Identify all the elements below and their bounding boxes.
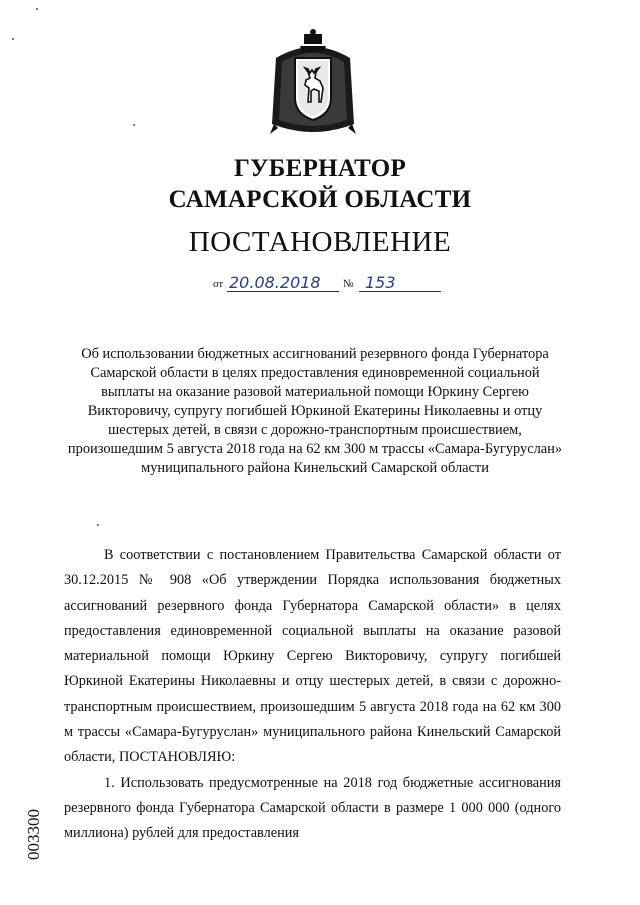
- coat-of-arms-emblem: [268, 28, 358, 138]
- date-prefix: от: [213, 278, 224, 290]
- scan-speck: [133, 124, 135, 126]
- body-paragraph-preamble: В соответствии с постановлением Правительства Самарской области от 30.12.2015 № 908 «Об утверждении Порядка использования бюджетных ассигнований резервного фонда Губернатора Самарской области» в целях предоставления единовременной социальной выплаты на оказание разовой материальной помощи Юркину Сергею Викторовичу, супругу погибшей Юркиной Екатерины Николаевны и отцу шестерых детей, в связи с дорожно-транспортным происшествием, произошедшим 5 августа 2018 года на 62 км 300 м трассы «Самара-Бугуруслан» муниципального района Кинельский Самарской области, ПОСТАНОВЛЯЮ:: [64, 547, 561, 766]
- document-body: [64, 543, 561, 847]
- handwritten-date: 20.08.2018: [229, 273, 321, 292]
- margin-code-text: 003300: [24, 809, 43, 860]
- body-paragraph-item-1: 1. Использовать предусмотренные на 2018 год бюджетные ассигнования резервного фонда Губернатора Самарской области в размере 1 000 000 (одного миллиона) рублей для предоставления: [64, 774, 561, 842]
- date-number-line: [213, 268, 443, 294]
- number-label: №: [343, 278, 354, 290]
- document-subject: Об использовании бюджетных ассигнований резервного фонда Губернатора Самарской области в целях предоставления единовременной социальной выплаты на оказание разовой материальной помощи Юркину Сергею Викторовичу, супругу погибшей Юркиной Екатерины Николаевны и отцу шестерых детей, в связи с дорожно-транспортным происшествием, произошедшим 5 августа 2018 года на 62 км 300 м трассы «Самара-Бугуруслан» муниципального района Кинельский Самарской области: [67, 346, 563, 476]
- scan-speck: [12, 38, 14, 40]
- margin-registration-code: [22, 790, 46, 862]
- handwritten-number: 153: [365, 273, 396, 292]
- governor-title-line1: ГУБЕРНАТОР: [233, 155, 407, 182]
- scan-speck: [36, 8, 38, 10]
- scan-speck: [97, 524, 99, 526]
- document-type-title: ПОСТАНОВЛЕНИЕ: [188, 226, 452, 258]
- governor-title-line2: САМАРСКОЙ ОБЛАСТИ: [168, 186, 472, 213]
